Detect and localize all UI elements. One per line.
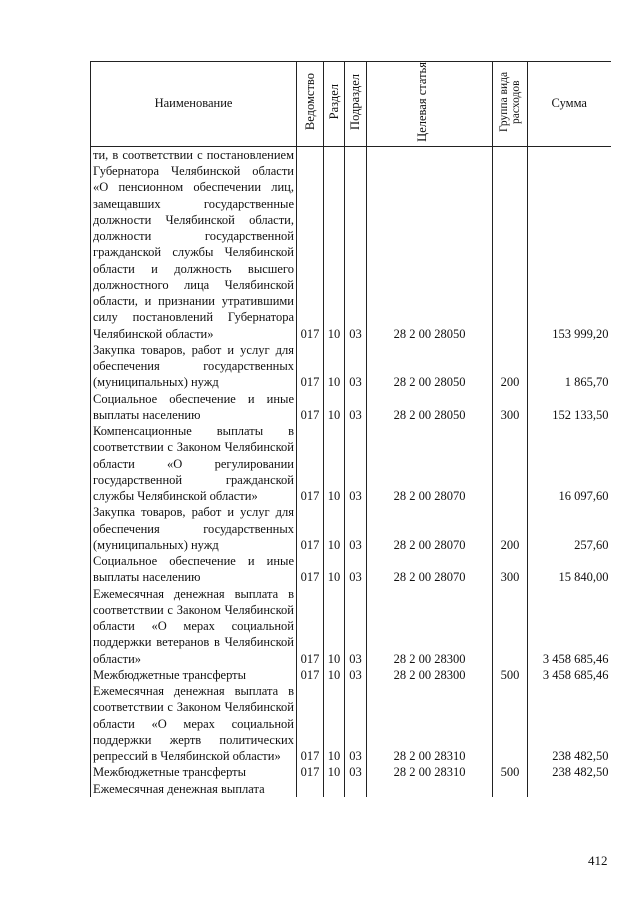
cell-gruppa (493, 683, 528, 764)
header-gruppa: Группа вида расходов (493, 62, 528, 147)
cell-razdel: 10 (324, 146, 345, 342)
cell-vedomstvo: 017 (297, 553, 324, 586)
table-header-row (91, 62, 611, 147)
cell-vedomstvo: 017 (297, 504, 324, 553)
cell-name: Закупка товаров, работ и услуг для обеспечения государственных (муниципальных) нужд (91, 342, 297, 391)
table-row (91, 504, 611, 553)
header-celevaya: Целевая статья (367, 62, 493, 147)
cell-celevaya: 28 2 00 28310 (367, 683, 493, 764)
cell-name: Межбюджетные трансферты (91, 667, 297, 683)
cell-name: Ежемесячная денежная выплата в соответствии с Законом Челябинской области «О мерах социальной поддержки жертв политических репрессий в Челябинской области» (91, 683, 297, 764)
cell-gruppa (493, 781, 528, 797)
cell-summa: 3 458 685,46 (528, 667, 611, 683)
cell-celevaya: 28 2 00 28050 (367, 391, 493, 424)
cell-podrazdel: 03 (345, 504, 367, 553)
cell-gruppa: 500 (493, 667, 528, 683)
cell-vedomstvo (297, 781, 324, 797)
cell-gruppa: 200 (493, 504, 528, 553)
cell-summa: 16 097,60 (528, 423, 611, 504)
cell-podrazdel: 03 (345, 683, 367, 764)
cell-name: Ежемесячная денежная выплата в соответствии с Законом Челябинской области «О мерах социальной поддержки ветеранов в Челябинской области» (91, 586, 297, 667)
table-row (91, 391, 611, 424)
header-razdel: Раздел (324, 62, 345, 147)
table-row (91, 553, 611, 586)
cell-summa: 153 999,20 (528, 146, 611, 342)
header-vedomstvo: Ведомство (297, 62, 324, 147)
cell-summa: 15 840,00 (528, 553, 611, 586)
cell-vedomstvo: 017 (297, 667, 324, 683)
cell-gruppa: 200 (493, 342, 528, 391)
cell-vedomstvo: 017 (297, 342, 324, 391)
cell-podrazdel: 03 (345, 342, 367, 391)
page-number: 412 (588, 853, 608, 868)
cell-summa: 238 482,50 (528, 764, 611, 780)
cell-name: Социальное обеспечение и иные выплаты населению (91, 553, 297, 586)
cell-razdel: 10 (324, 504, 345, 553)
table-row (91, 667, 611, 683)
cell-razdel: 10 (324, 683, 345, 764)
cell-summa: 257,60 (528, 504, 611, 553)
cell-podrazdel: 03 (345, 586, 367, 667)
cell-gruppa: 500 (493, 764, 528, 780)
cell-razdel: 10 (324, 391, 345, 424)
cell-razdel: 10 (324, 553, 345, 586)
cell-vedomstvo: 017 (297, 423, 324, 504)
cell-podrazdel: 03 (345, 667, 367, 683)
cell-celevaya (367, 781, 493, 797)
cell-name: ти, в соответствии с постановлением Губернатора Челябинской области «О пенсионном обеспечении лиц, замещавших государственные должности Челябинской области, должности государственной гражданской службы Челябинской области и должность высшего должностного лица Челябинской области, и признании утратившими силу постановлений Губернатора Челябинской области» (91, 146, 297, 342)
header-podrazdel: Подраздел (345, 62, 367, 147)
table-row (91, 586, 611, 667)
cell-razdel: 10 (324, 586, 345, 667)
cell-vedomstvo: 017 (297, 586, 324, 667)
cell-celevaya: 28 2 00 28310 (367, 764, 493, 780)
cell-celevaya: 28 2 00 28070 (367, 504, 493, 553)
cell-gruppa (493, 146, 528, 342)
cell-gruppa: 300 (493, 391, 528, 424)
cell-name: Компенсационные выплаты в соответствии с Законом Челябинской области «О регулировании государственной гражданской службы Челябинской области» (91, 423, 297, 504)
cell-celevaya: 28 2 00 28300 (367, 586, 493, 667)
table-row (91, 683, 611, 764)
table-row (91, 764, 611, 780)
cell-vedomstvo: 017 (297, 146, 324, 342)
table-row (91, 423, 611, 504)
cell-razdel (324, 781, 345, 797)
cell-podrazdel (345, 781, 367, 797)
cell-vedomstvo: 017 (297, 683, 324, 764)
cell-razdel: 10 (324, 667, 345, 683)
cell-podrazdel: 03 (345, 553, 367, 586)
cell-summa (528, 781, 611, 797)
cell-celevaya: 28 2 00 28050 (367, 146, 493, 342)
table-row (91, 146, 611, 342)
cell-name: Межбюджетные трансферты (91, 764, 297, 780)
cell-podrazdel: 03 (345, 146, 367, 342)
cell-summa: 238 482,50 (528, 683, 611, 764)
cell-razdel: 10 (324, 764, 345, 780)
header-name: Наименование (91, 62, 297, 147)
cell-gruppa (493, 423, 528, 504)
budget-table (90, 61, 611, 797)
cell-vedomstvo: 017 (297, 764, 324, 780)
cell-razdel: 10 (324, 342, 345, 391)
table-body (91, 146, 611, 797)
cell-celevaya: 28 2 00 28070 (367, 423, 493, 504)
header-summa: Сумма (528, 62, 611, 147)
cell-gruppa (493, 586, 528, 667)
table-row (91, 781, 611, 797)
cell-podrazdel: 03 (345, 764, 367, 780)
cell-celevaya: 28 2 00 28050 (367, 342, 493, 391)
cell-name: Закупка товаров, работ и услуг для обеспечения государственных (муниципальных) нужд (91, 504, 297, 553)
cell-summa: 152 133,50 (528, 391, 611, 424)
cell-razdel: 10 (324, 423, 345, 504)
cell-celevaya: 28 2 00 28300 (367, 667, 493, 683)
cell-summa: 3 458 685,46 (528, 586, 611, 667)
cell-name: Ежемесячная денежная выплата (91, 781, 297, 797)
cell-summa: 1 865,70 (528, 342, 611, 391)
cell-podrazdel: 03 (345, 423, 367, 504)
cell-name: Социальное обеспечение и иные выплаты населению (91, 391, 297, 424)
cell-vedomstvo: 017 (297, 391, 324, 424)
cell-podrazdel: 03 (345, 391, 367, 424)
cell-celevaya: 28 2 00 28070 (367, 553, 493, 586)
cell-gruppa: 300 (493, 553, 528, 586)
table-row (91, 342, 611, 391)
